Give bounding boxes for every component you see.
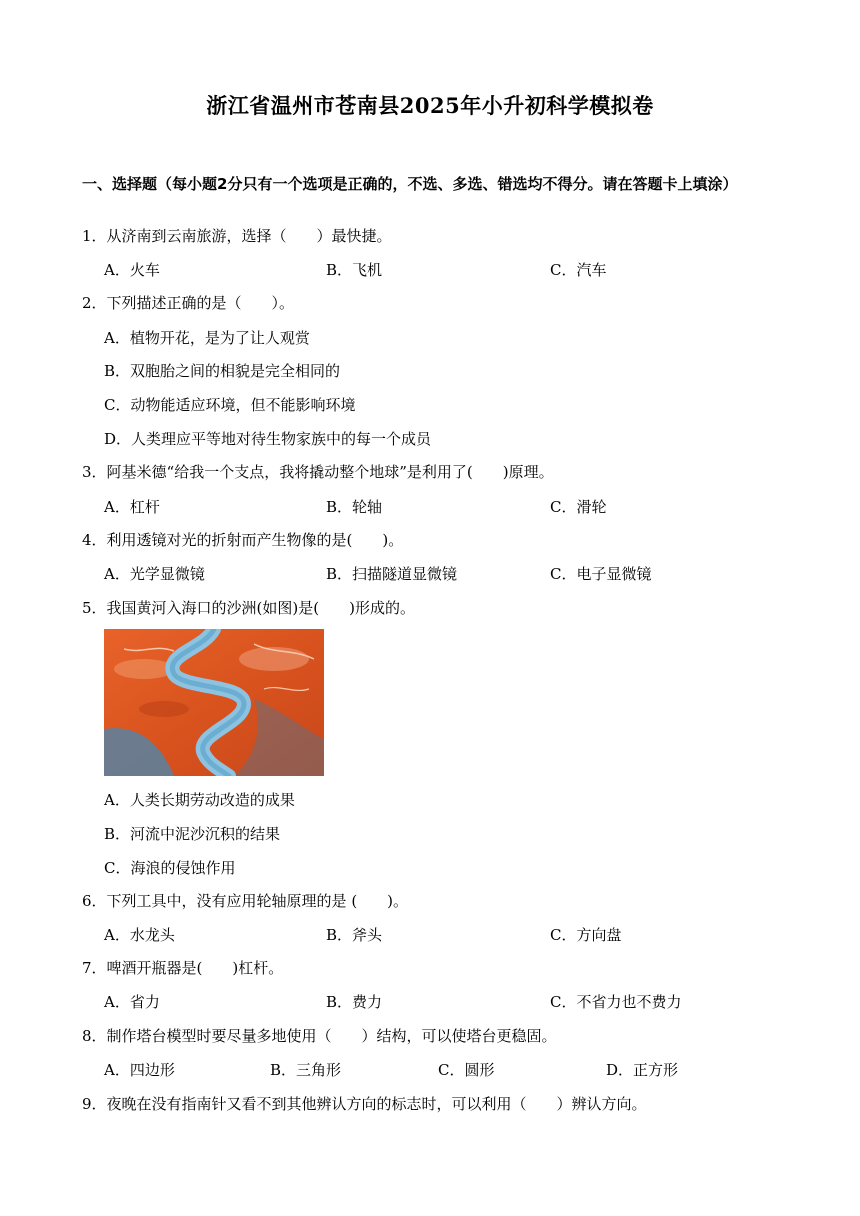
question-6: 6．下列工具中，没有应用轮轴原理的是 ( )。 <box>82 892 409 910</box>
q1-option-c[interactable]: C．汽车 <box>550 261 607 279</box>
q7-option-b[interactable]: B．费力 <box>326 993 383 1011</box>
q8-option-c[interactable]: C．圆形 <box>438 1061 495 1079</box>
question-1: 1．从济南到云南旅游，选择（ ）最快捷。 <box>82 227 392 245</box>
question-9: 9．夜晚在没有指南针又看不到其他辨认方向的标志时，可以利用（ ）辨认方向。 <box>82 1095 647 1113</box>
q8-option-b[interactable]: B．三角形 <box>270 1061 342 1079</box>
q8-option-d[interactable]: D．正方形 <box>606 1061 679 1079</box>
section-heading: 一、选择题（每小题2分只有一个选项是正确的，不选、多选、错选均不得分。请在答题卡上填涂） <box>82 175 738 193</box>
q3-option-c[interactable]: C．滑轮 <box>550 498 607 516</box>
q5-option-a[interactable]: A．人类长期劳动改造的成果 <box>104 791 295 809</box>
q6-option-a[interactable]: A．水龙头 <box>104 926 175 944</box>
question-7: 7．啤酒开瓶器是( )杠杆。 <box>82 959 284 977</box>
page-title: 浙江省温州市苍南县2025年小升初科学模拟卷 <box>206 93 654 118</box>
q5-option-c[interactable]: C．海浪的侵蚀作用 <box>104 859 236 877</box>
q2-option-a[interactable]: A．植物开花，是为了让人观赏 <box>104 329 310 347</box>
q6-option-c[interactable]: C．方向盘 <box>550 926 622 944</box>
question-8: 8．制作塔台模型时要尽量多地使用（ ）结构，可以使塔台更稳固。 <box>82 1027 557 1045</box>
question-2: 2．下列描述正确的是（ ）。 <box>82 294 295 312</box>
q3-option-a[interactable]: A．杠杆 <box>104 498 160 516</box>
q1-option-a[interactable]: A．火车 <box>104 261 160 279</box>
q2-option-d[interactable]: D．人类理应平等地对待生物家族中的每一个成员 <box>104 430 432 448</box>
q7-option-c[interactable]: C．不省力也不费力 <box>550 993 682 1011</box>
question-4: 4．利用透镜对光的折射而产生物像的是( )。 <box>82 531 404 549</box>
question-3: 3．阿基米德“给我一个支点，我将撬动整个地球”是利用了( )原理。 <box>82 463 554 481</box>
q4-option-a[interactable]: A．光学显微镜 <box>104 565 205 583</box>
q7-option-a[interactable]: A．省力 <box>104 993 160 1011</box>
q4-option-c[interactable]: C．电子显微镜 <box>550 565 652 583</box>
q1-option-b[interactable]: B．飞机 <box>326 261 383 279</box>
q2-option-c[interactable]: C．动物能适应环境，但不能影响环境 <box>104 396 356 414</box>
yellow-river-delta-image <box>104 629 324 776</box>
q6-option-b[interactable]: B．斧头 <box>326 926 383 944</box>
q4-option-b[interactable]: B．扫描隧道显微镜 <box>326 565 458 583</box>
delta-aerial-photo <box>104 629 324 776</box>
q5-option-b[interactable]: B．河流中泥沙沉积的结果 <box>104 825 281 843</box>
q3-option-b[interactable]: B．轮轴 <box>326 498 383 516</box>
q8-option-a[interactable]: A．四边形 <box>104 1061 175 1079</box>
question-5: 5．我国黄河入海口的沙洲(如图)是( )形成的。 <box>82 599 415 617</box>
q2-option-b[interactable]: B．双胞胎之间的相貌是完全相同的 <box>104 362 341 380</box>
